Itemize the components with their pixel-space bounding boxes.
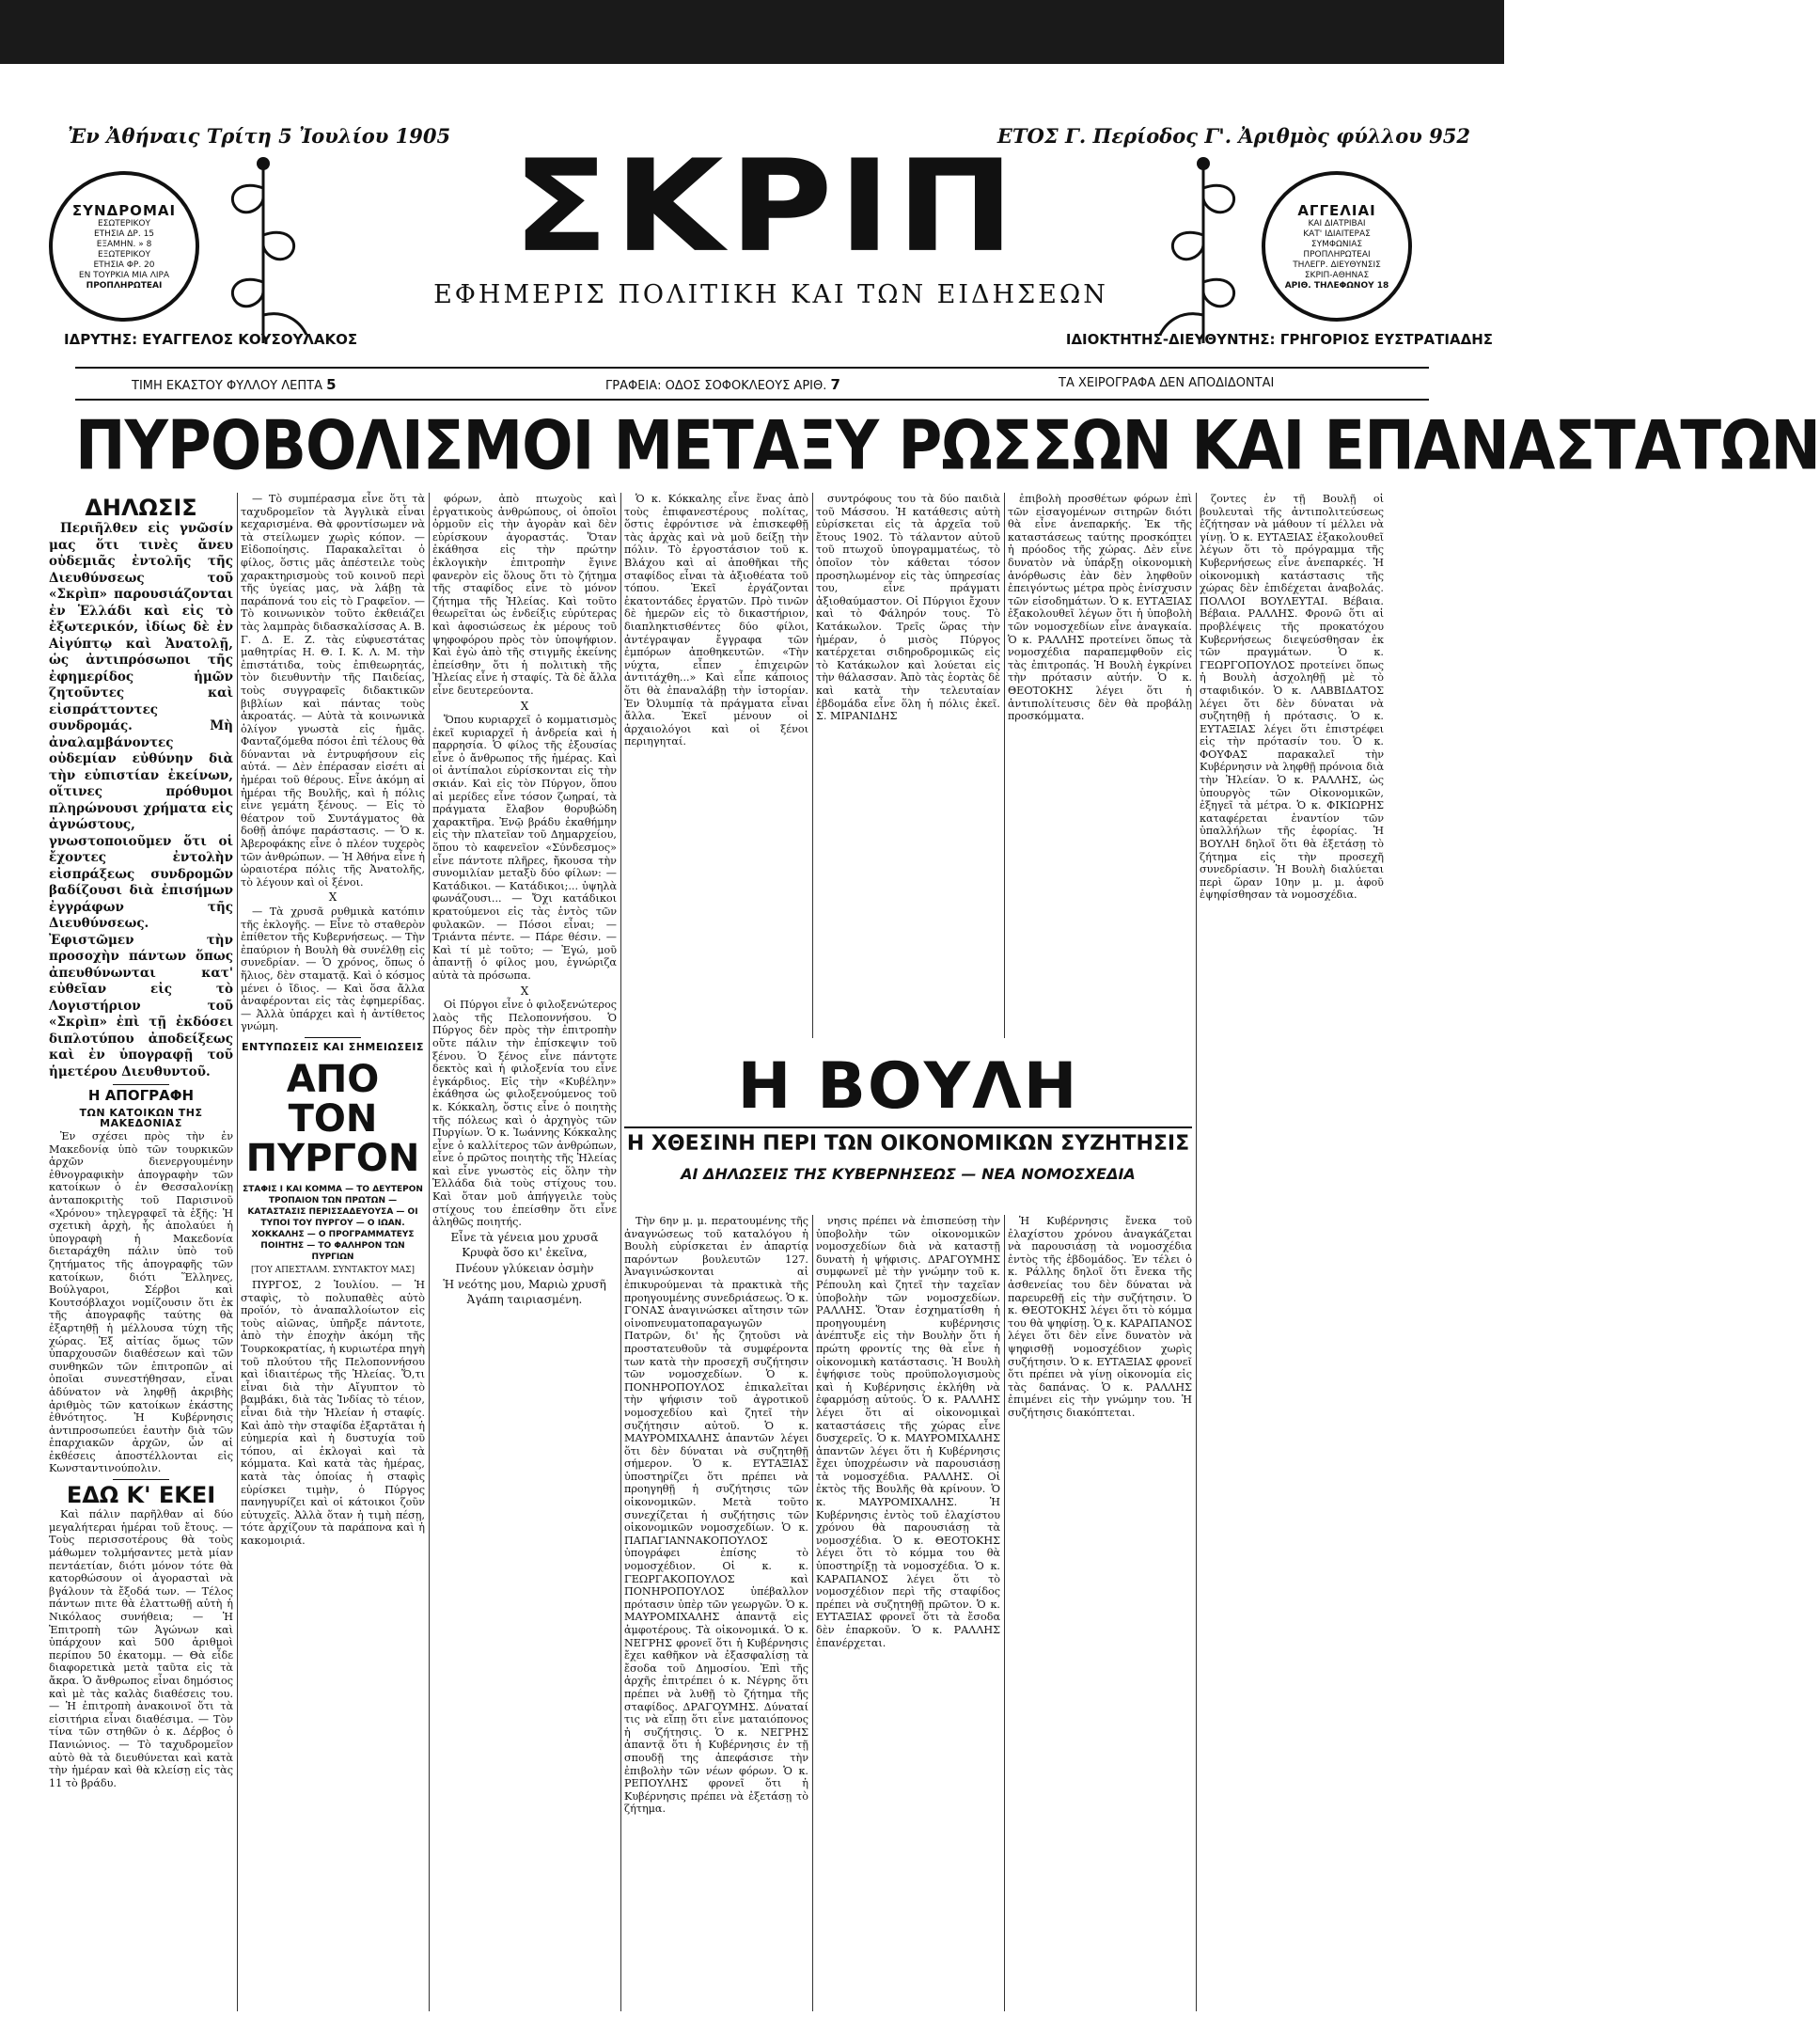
column-divider (429, 493, 430, 2011)
tower-label: ΕΝΤΥΠΩΣΕΙΣ ΚΑΙ ΣΗΜΕΙΩΣΕΙΣ (242, 1040, 424, 1053)
vouli-text-2: νησις πρέπει νὰ ἐπισπεύσῃ τὴν ὑποβολὴν τῶν οἰκονομικῶν νομοσχεδίων διὰ νὰ καταστῇ δυνατὴ ἡ ψήφισις. ΔΡΑΓΟΥΜΗΣ συμφωνεῖ μὲ τὴν γνώμην τοῦ κ. Ρέπουλη καὶ ζητεῖ τὴν ταχεῖαν ὑποβολὴν τῶν νομοσχεδίων. ΡΑΛΛΗΣ. Ὅταν ἐσχηματίσθη ἡ προηγουμένη κυβέρνησις ἀνέπτυξε εἰς τὴν Βουλὴν ὅτι ἡ πρώτη φροντίς της θὰ εἶνε ἡ οἰκονομικὴ κατάστασις. Ἡ Βουλὴ ἐψήφισε τοὺς προϋπολογισμοὺς καὶ ἡ Κυβέρνησις ἐκλήθη νὰ ἐφαρμόσῃ αὐτούς. Ὁ κ. ΡΑΛΛΗΣ λέγει ὅτι αἱ οἰκονομικαὶ καταστάσεις τῆς χώρας εἶνε δυσχερεῖς. Ὁ κ. ΜΑΥΡΟΜΙΧΑΛΗΣ ἀπαντῶν λέγει ὅτι ἡ Κυβέρνησις ἔχει ὑποχρέωσιν νὰ παρουσιάσῃ τὰ νομοσχέδια. ΡΑΛΛΗΣ. Οἱ ἐκτὸς τῆς Βουλῆς θὰ κρίνουν. Ὁ κ. ΜΑΥΡΟΜΙΧΑΛΗΣ. Ἡ Κυβέρνησις ἐντὸς τοῦ ἐλαχίστου χρόνου θὰ παρουσιάσῃ τὰ νομοσχέδια. Ὁ κ. ΘΕΟΤΟΚΗΣ λέγει ὅτι τὸ κόμμα του θὰ ὑποστηρίξῃ τὰ νομοσχέδια. Ὁ κ. ΚΑΡΑΠΑΝΟΣ λέγει ὅτι τὸ νομοσχέδιον περὶ τῆς σταφίδος πρέπει νὰ συζητηθῇ πρῶτον. Ὁ κ. ΕΥΤΑΞΙΑΣ φρονεῖ ὅτι τὰ ἔσοδα δὲν ἐπαρκοῦν. Ὁ κ. ΡΑΛΛΗΣ ἐπανέρχεται. (816, 1215, 1000, 1649)
manuscripts-notice: ΤΑ ΧΕΙΡΟΓΡΑΦΑ ΔΕΝ ΑΠΟΔΙΔΟΝΤΑΙ (1059, 376, 1275, 390)
section-rule (305, 1037, 361, 1038)
census-text: Ἐν σχέσει πρὸς τὴν ἐν Μακεδονίᾳ ὑπὸ τῶν τουρκικῶν ἀρχῶν διενεργουμένην ἐθνογραφικὴν ἀπογραφὴν τῶν κατοίκων ὁ ἐν Θεσσαλονίκῃ ἀνταποκριτὴς τοῦ Παρισινοῦ «Χρόνου» τηλεγραφεῖ τὰ ἑξῆς: Ἡ σχετικὴ ἀρχὴ, ἧς ἀπολαύει ἡ ὑπογραφὴ ἡ Μακεδονία διεταράχθη πάλιν ὑπὸ τοῦ ζητήματος τῆς ἀπογραφῆς τῶν κατοίκων, διότι Ἕλληνες, Βούλγαροι, Σέρβοι καὶ Κουτσόβλαχοι νομίζουσιν ὅτι ἐκ τῆς ἀπογραφῆς ταύτης θὰ ἐξαρτηθῇ ἡ μέλλουσα τύχη τῆς χώρας. Ἐξ αἰτίας ὅμως τῶν ὑπαρχουσῶν διαθέσεων καὶ τῶν συνθηκῶν τῶν ἐπιτροπῶν αἱ ὁποῖαι συνεστήθησαν, εἶναι ἀδύνατον νὰ ληφθῇ ἀκριβὴς ἀριθμὸς τῶν κατοίκων ἑκάστης ἐθνότητος. Ἡ Κυβέρνησις ἀντιπροσωπεύει ἑαυτὴν διὰ τῶν ἐπαρχιακῶν ἀρχῶν, ὧν αἱ ἐκθέσεις ἀποστέλλονται εἰς Κωνσταντινούπολιν. (49, 1130, 233, 1475)
column-divider (1004, 1215, 1005, 2011)
seal-line: ΚΑΤ' ΙΔΙΑΙΤΕΡΑΣ (1303, 228, 1371, 239)
masthead-title: ΣΚΡΙΠ (512, 133, 1020, 281)
column-5-bottom (816, 1215, 1000, 2011)
column-6-top (1008, 493, 1192, 1038)
top-black-band (0, 0, 1504, 64)
edo-kekei-text: Καὶ πάλιν παρῆλθαν αἱ δύο μεγαλήτεραι ἡμέραι τοῦ ἔτους. — Τοὺς περισσοτέρους θὰ τοὺς μάθωμεν τολμήσαντες μετὰ μίαν πεντάετίαν, διότι μόνον τότε θὰ κατορθώσουν οἱ ἀγορασταὶ νὰ βγάλουν τὰ ἔξοδά των. — Τέλος πάντων πιτε θὰ ἐλαττωθῇ αὐτὴ ἡ Νικόλαος συνήθεια; — Ἡ Ἐπιτροπὴ τῶν Ἀγώνων καὶ ὑπάρχουν καὶ 500 ἀριθμοὶ περίπου 50 ἐκατομμ. — Θὰ εἶδε διαφορετικὰ μετὰ ταῦτα εἰς τὰ ἄκρα. Ὁ ἄνθρωπος εἶναι δημόσιος καὶ μὲ τὰς καλὰς διαθέσεις του. — Ἡ ἐπιτροπὴ ἀνακοινοῖ ὅτι τὰ εἰσιτήρια εἶναι διαθέσιμα. — Τὸν τίνα τῶν στηθῶν ὁ κ. Δέρβος ὁ Πανιώνιος. — Τὸ ταχυδρομεῖον αὐτὸ θὰ τὰ διευθύνεται καὶ κατὰ τὴν ἡμέραν καὶ θὰ κλείσῃ εἰς τὰς 11 τὸ βράδυ. (49, 1508, 233, 1789)
census-title: Η ΑΠΟΓΡΑΦΗ (87, 1087, 195, 1105)
ads-seal (1262, 171, 1412, 322)
poem-line: Κρυφὰ ὅσο κι' ἐκεῖνα, (462, 1246, 588, 1260)
column-2-text-b: — Τὰ χρυσᾶ ρυθμικὰ κατόπιν τῆς ἐκλογῆς. — Εἶνε τὸ σταθερὸν ἐπίθετον τῆς Κυβερνήσεως. — Τὴν ἐπαύριον ἡ Βουλὴ θὰ συνέλθῃ εἰς συνεδρίαν. — Ὁ χρόνος, ὅπως ὁ ἥλιος, δὲν σταματᾷ. Καὶ ὁ κόσμος μένει ὁ ἴδιος. — Καὶ ὅσα ἄλλα ἀναφέρονται εἰς τὰς ἐφημερίδας. — Ἀλλὰ ὑπάρχει καὶ ἡ ἀντίθετος γνώμη. (241, 906, 425, 1033)
floral-ornament-icon (1149, 150, 1258, 348)
column-divider (812, 1215, 813, 2011)
separator-x: X (520, 699, 529, 713)
seal-line: ΕΞΑΜΗΝ. » 8 (96, 239, 152, 249)
office-info (605, 376, 840, 393)
declaration-text: Περιῆλθεν εἰς γνῶσίν μας ὅτι τινὲς ἄνευ οὐδεμιᾶς ἐντολῆς τῆς Διευθύνσεως τοῦ «Σκρὶπ» παρουσιάζονται ἐν Ἑλλάδι καὶ εἰς τὸ ἐξωτερικόν, ἰδίως δὲ ἐν Αἰγύπτῳ καὶ Ἀνατολῇ, ὡς ἀντιπρόσωποι τῆς ἐφημερίδος ἡμῶν ζητοῦντες καὶ εἰσπράττοντες συνδρομάς. Μὴ ἀναλαμβάνοντες οὐδεμίαν εὐθύνην διὰ τὴν εὐπιστίαν ἐκείνων, οἵτινες πρόθυμοι πληρώνουσι χρήματα εἰς ἀγνώστους, γνωστοποιοῦμεν ὅτι οἱ ἔχοντες ἐντολὴν εἰσπράξεως συνδρομῶν βαδίζουσι διὰ ἐπισήμων ἐγγράφων τῆς Διευθύνσεως. Ἐφιστῶμεν τὴν προσοχὴν πάντων ὅπως ἀπευθύνωνται κατ' εὐθεῖαν εἰς τὸ Λογιστήριον τοῦ «Σκρὶπ» ἐπὶ τῇ ἐκδόσει διπλοτύπου ἀποδείξεως καὶ ἐν ὑπογραφῇ τοῦ ἡμετέρου Διευθυντοῦ. (49, 521, 233, 1079)
seal-line: ΕΞΩΤΕΡΙΚΟΥ (98, 249, 150, 260)
office-number: 7 (830, 376, 840, 393)
column-5-text-a: συντρόφους του τὰ δύο παιδιὰ τοῦ Μάσσου. Ἡ κατάθεσις αὐτὴ εὑρίσκεται εἰς τὰ ἀρχεῖα τοῦ ἔτους 1902. Τὸ τάλαντον αὐτοῦ τοῦ πτωχοῦ ὑπογραμματέως, τὸ ὁποῖον τὸν κάθεται τόσον προσηλωμένον εἰς τὰς ὑπηρεσίας του, εἶνε πράγματι ἀξιοθαύμαστον. Οἱ Πύργιοι ἔχουν καὶ τὸ Φάληρόν τους. Τὸ Κατάκωλον. Τρεῖς ὥρας τὴν ἡμέραν, ὁ μισὸς Πύργος κατέρχεται σιδηροδρομικῶς εἰς τὸ Κατάκωλον καὶ λούεται εἰς τὴν θάλασσαν. Ἀπὸ τὰς ἑορτὰς δὲ καὶ κατὰ τὴν τελευταίαν ἑβδομάδα εἶνε ὅλη ἡ πόλις ἐκεῖ. Σ. ΜΙΡΑΝΙΔΗΣ (816, 493, 1000, 723)
vouli-text-3: Ἡ Κυβέρνησις ἔνεκα τοῦ ἐλαχίστου χρόνου ἀναγκάζεται νὰ παρουσιάσῃ τὰ νομοσχέδια ἐντὸς τῆς ἑβδομάδος. Ἐν τέλει ὁ κ. Ράλλης δηλοῖ ὅτι ἔνεκα τῆς ἀσθενείας του δὲν δύναται νὰ παρευρεθῇ εἰς τὴν συζήτησιν. Ὁ κ. ΘΕΟΤΟΚΗΣ λέγει ὅτι τὸ κόμμα του θὰ ψηφίσῃ. Ὁ κ. ΚΑΡΑΠΑΝΟΣ λέγει ὅτι δὲν εἶνε δυνατὸν νὰ ψηφισθῇ νομοσχέδιον χωρὶς συζήτησιν. Ὁ κ. ΕΥΤΑΞΙΑΣ φρονεῖ ὅτι πρέπει νὰ γίνῃ οἰκονομία εἰς τὰς δαπάνας. Ὁ κ. ΡΑΛΛΗΣ ἐπιμένει εἰς τὴν γνώμην του. Ἡ συζήτησις διακόπτεται. (1008, 1215, 1192, 1419)
seal-line: ΕΝ ΤΟΥΡΚΙΑ ΜΙΑ ΛΙΡΑ (78, 270, 170, 280)
seal-footer: ΑΡΙΘ. ΤΗΛΕΦΩΝΟΥ 18 (1284, 280, 1389, 291)
vouli-title: Η ΒΟΥΛΗ (737, 1049, 1079, 1124)
edo-kekei-title: ΕΔΩ Κ' ΕΚΕΙ (66, 1482, 216, 1509)
tower-title: ΑΠΟ ΤΟΝ ΠΥΡΓΟΝ (245, 1058, 420, 1181)
column-2-text-a: — Τὸ συμπέρασμα εἶνε ὅτι τὰ ταχυδρομεῖον τὰ Ἀγγλικὰ εἶναι κεχαρισμένα. Θὰ φροντίσωμεν νὰ τὰ στείλωμεν χωρὶς κόπον. — Εἰδοποίησις. Παρακαλεῖται ὁ φίλος, ὅστις μᾶς ἀπέστειλε τοὺς χαρακτηρισμοὺς τοῦ κοινοῦ περὶ τῆς ὑγείας μας, νὰ λάβῃ τὰ παράπονά του εἰς τὸ Γραφεῖον. — Τὸ κοινωνικὸν τοῦτο ἐκθειάζει τὰς λαμπρὰς διδασκαλίσσας Α. Β. Γ. Δ. Ε. Ζ. τὰς εὐφυεστάτας μαθητρίας Η. Θ. Ι. Κ. Λ. Μ. τὴν ἐπιστάτιδα, τοὺς ἐπιθεωρητάς, τὸν διευθυντὴν τῆς Παιδείας, τοὺς συγγραφεῖς διδακτικῶν βιβλίων καὶ πάντας τοὺς ἀκροατάς. — Αὐτὰ τὰ κοινωνικὰ ὁλίγον γνωστὰ εἰς ἡμᾶς. Φανταζόμεθα πόσοι ἐπὶ τέλους θὰ δύνανται νὰ ἐντρυφήσουν εἰς αὐτά. — Δὲν ἐπέρασαν εἰσέτι αἱ ἡμέραι τοῦ θέρους. Εἶνε ἀκόμη αἱ ἡμέραι τῆς Βουλῆς, καὶ ἡ πόλις εἶνε γεμάτη ξένους. — Εἰς τὸ θέατρον τοῦ Συντάγματος θὰ δοθῇ ἀπόψε παράστασις. — Ὁ κ. Ἀβεροφάκης εἶνε ὁ πλέον τυχερὸς τῶν ἀνθρώπων. — Ἡ Ἀθήνα εἶνε ἡ ὡραιοτέρα πόλις τῆς Ἀνατολῆς, τὸ λέγουν καὶ οἱ ξένοι. (241, 493, 425, 889)
founder-line: ΙΔΡΥΤΗΣ: ΕΥΑΓΓΕΛΟΣ ΚΟΥΣΟΥΛΑΚΟΣ (64, 331, 358, 348)
tower-text: ΠΥΡΓΟΣ, 2 Ἰουλίου. — Ἡ σταφὶς, τὸ πολυπαθὲς αὐτὸ προϊόν, τὸ ἀναπαλλοίωτον εἰς τοὺς αἰῶνας, ὑπῆρξε πάντοτε, ἀπὸ τὴν ἐποχὴν ἀκόμη τῆς Τουρκοκρατίας, ἡ κυριωτέρα πηγὴ τοῦ πλούτου τῆς Πελοποννήσου καὶ ἰδιαιτέρως τῆς Ἠλείας. Ὅ,τι εἶναι διὰ τὴν Αἴγυπτον τὸ βαμβάκι, διὰ τὰς Ἰνδίας τὸ τέιον, εἶναι διὰ τὴν Ἠλείαν ἡ σταφίς. Καὶ ἀπὸ τὴν σταφίδα ἐξαρτᾶται ἡ εὐημερία καὶ ἡ δυστυχία τοῦ τόπου, αἱ ἐκλογαὶ καὶ τὰ κόμματα. Καὶ κατὰ τὰς ἡμέρας, κατὰ τὰς ὁποίας ἡ σταφὶς εὐρίσκει τιμὴν, ὁ Πύργος πανηγυρίζει καὶ οἱ κάτοικοι ζοῦν εὐτυχεῖς. Ἀλλὰ ὅταν ἡ τιμὴ πέσῃ, τότε ἀρχίζουν τὰ παράπονα καὶ ἡ κακομοιριά. (241, 1279, 425, 1547)
column-2 (241, 493, 425, 2011)
subscriptions-seal (49, 171, 199, 322)
seal-line: ΚΑΙ ΔΙΑΤΡΙΒΑΙ (1308, 218, 1366, 228)
column-1 (49, 493, 233, 2011)
column-divider (1004, 493, 1005, 1038)
date-line: Ἐν Ἀθήναις Τρίτη 5 Ἰουλίου 1905 (68, 124, 451, 148)
column-5-top (816, 493, 1000, 1038)
main-headline: ΠΥΡΟΒΟΛΙΣΜΟΙ ΜΕΤΑΞΥ ΡΩΣΣΩΝ ΚΑΙ ΕΠΑΝΑΣΤΑΤΩΝ (75, 407, 1820, 486)
seal-line: ΠΡΟΠΛΗΡΩΤΕΑΙ (1303, 249, 1371, 260)
seal-line: ΤΗΛΕΓΡ. ΔΙΕΥΘΥΝΣΙΣ (1293, 260, 1381, 270)
seal-line: ΕΤΗΣΙΑ ΔΡ. 15 (93, 228, 155, 239)
column-6-bottom (1008, 1215, 1192, 2011)
price-label: ΤΙΜΗ ΕΚΑΣΤΟΥ ΦΥΛΛΟΥ ΛΕΠΤΑ (132, 379, 322, 393)
seal-footer: ΠΡΟΠΛΗΡΩΤΕΑΙ (86, 280, 163, 291)
section-rule (113, 1084, 169, 1085)
column-4-text-a: Ὁ κ. Κόκκαλης εἶνε ἕνας ἀπὸ τοὺς ἐπιφανεστέρους πολίτας, ὅστις ἐφρόντισε νὰ ἐπισκεφθῇ τὰς ἀρχὰς καὶ νὰ μοῦ δείξῃ τὴν πόλιν. Τὸ ἐργοστάσιον τοῦ κ. Βλάχου καὶ αἱ ἀποθῆκαι τῆς σταφίδος εἶναι τὰ ἀξιοθέατα τοῦ τόπου. Ἐκεῖ ἐργάζονται ἑκατοντάδες ἐργατῶν. Πρὸ τινῶν δὲ ἡμερῶν εἰς τὸ δικαστήριον, διαπληκτισθέντες δύο φίλοι, ἀντέγραψαν ἔγγραφα τῶν ἐμπόρων ἀποθηκευτῶν. «Τὴν νύχτα, εἶπεν ἐπιχειρῶν ἀντιτάχθη...» Καὶ εἶπε κάποιος ὅτι θὰ ἐπαναλάβῃ τὴν ἱστορίαν. Ἐν Ὀλυμπίᾳ τὰ πράγματα εἶναι ἄλλα. Ἐκεῖ μένουν οἱ ἀρχαιολόγοι καὶ οἱ ξένοι περιηγηταί. (624, 493, 808, 748)
column-3-text-b: Ὅπου κυριαρχεῖ ὁ κομματισμὸς ἐκεῖ κυριαρχεῖ ἡ ἀνδρεία καὶ ἡ παρρησία. Ὁ φίλος τῆς ἐξουσίας εἶνε ὁ ἄνθρωπος τῆς ἡμέρας. Καὶ οἱ ἀντίπαλοι εὑρίσκονται εἰς τὴν σκιάν. Καὶ εἰς τὸν Πύργον, ὅπου αἱ μερίδες εἶνε τόσον ζωηραί, τὰ πράγματα ἔλαβον θορυβώδη χαρακτῆρα. Ἐνῷ βράδυ ἐκαθήμην εἰς τὴν πλατεῖαν τοῦ Δημαρχείου, ὅπου τὸ καφενεῖον «Σύνδεσμος» εἶνε πάντοτε πλῆρες, ἤκουσα τὴν συνομιλίαν μεταξὺ δύο φίλων: — Κατάδικοι. — Κατάδικοι;... ὑψηλὰ φωνάζουσι... — Ὄχι κατάδικοι κρατούμενοι εἰς τὰς ἐντὸς τῶν φυλακῶν. — Πόσοι εἶναι; — Τριάντα πέντε. — Πάρε θέσιν. — Καὶ τί μὲ τοῦτο; — Ἐγώ, μοῦ ἀπαντῇ ὁ φίλος μου, ἐγνώριζα αὐτὰ τὰ πρόσωπα. (432, 714, 617, 982)
seal-line: ΣΚΡΙΠ-ΑΘΗΝΑΣ (1304, 270, 1370, 280)
column-7 (1200, 493, 1384, 2011)
column-3 (432, 493, 617, 2011)
tower-deck: ΣΤΑΦΙΣ Ι ΚΑΙ ΚΟΜΜΑ — ΤΟ ΔΕΥΤΕΡΟΝ ΤΡΟΠΑΙΟΝ ΤΩΝ ΠΡΩΤΩΝ — ΚΑΤΑΣΤΑΣΙΣ ΠΕΡΙΣΣΑΔΕΥΟΥΣΑ — ΟΙ ΤΥΠΟΙ ΤΟΥ ΠΥΡΓΟΥ — Ο ΙΩΑΝ. ΧΟΚΚΑΛΗΣ — Ο ΠΡΟΓΡΑΜΜΑΤΕΥΣ ΠΟΙΗΤΗΣ — ΤΟ ΦΑΛΗΡΟΝ ΤΩΝ ΠΥΡΓΙΩΝ (243, 1185, 423, 1263)
column-3-text-a: φόρων, ἀπὸ πτωχοὺς καὶ ἐργατικοὺς ἀνθρώπους, οἱ ὁποῖοι ὁρμοῦν εἰς τὴν ἀγορὰν καὶ δὲν εὑρίσκουν ἀγοραστάς. Ὅταν ἐκάθησα εἰς τὴν πρώτην ἐκλογικὴν ἐπιτροπὴν ἔγινε φανερὸν εἰς ὅλους ὅτι τὸ ζήτημα τῆς σταφίδος εἶνε τὸ μόνον ζήτημα τῆς Ἠλείας. Καὶ τοῦτο θεωρεῖται ὡς ἐνδείξις εὐρύτερας καὶ ἀφοσιώσεως ἐκ μέρους τοῦ ψηφοφόρου πρὸς τὸν ὑποψήφιον. Καὶ ἐγὼ ἀπὸ τῆς στιγμῆς ἐκείνης ἐπείσθην ὅτι ἡ πολιτικὴ τῆς Ἠλείας εἶνε ἡ σταφίς. Τὰ δὲ ἄλλα εἶνε δευτερεύοντα. (432, 493, 617, 697)
tower-byline: [ΤΟΥ ΑΠΕΣΤΑΛΜ. ΣΥΝΤΑΚΤΟΥ ΜΑΣ] (250, 1266, 416, 1276)
issue-line: ΕΤΟΣ Γ. Περίοδος Γ'. Ἀριθμὸς φύλλου 952 (996, 124, 1470, 148)
seal-title: ΑΓΓΕΛΙΑΙ (1297, 201, 1376, 219)
column-divider (812, 493, 813, 1038)
seal-line: ΕΣΩΤΕΡΙΚΟΥ (98, 218, 150, 228)
masthead-subtitle: ΕΦΗΜΕΡΙΣ ΠΟΛΙΤΙΚΗ ΚΑΙ ΤΩΝ ΕΙΔΗΣΕΩΝ (433, 280, 1108, 309)
info-rule (75, 399, 1429, 401)
poem-line: Εἶνε τὰ γένεια μου χρυσᾶ (450, 1230, 599, 1244)
section-rule (113, 1479, 169, 1480)
price-value: 5 (326, 376, 337, 393)
column-divider (1196, 493, 1197, 2011)
column-3-text-c: Οἱ Πύργοι εἶνε ὁ φιλοξενώτερος λαὸς τῆς Πελοποννήσου. Ὁ Πύργος δὲν πρὸς τὴν ἐπιτροπὴν οὔτε πάλιν τὴν ἐπίσκεψιν τοῦ ξένου. Ὁ ξένος εἶνε πάντοτε δεκτὸς καὶ ἡ φιλοξενία του εἶνε ἐγκάρδιος. Εἰς τὴν «Κυβέλην» ἐκάθησα ὡς φιλοξενούμενος τοῦ κ. Κόκκαλη, ὅστις εἶνε ὁ ποιητὴς τῆς πόλεως καὶ ὁ ἀρχηγὸς τῶν Πυργίων. Ὁ κ. Ἰωάννης Κόκκαλης εἶνε ὁ καλλίτερος τῶν ἀνθρώπων, εἶνε ὁ πρῶτος ποιητὴς τῆς Ἠλείας καὶ εἶνε γνωστὸς εἰς ὅλην τὴν Ἑλλάδα διὰ τοὺς στίχους του. Καὶ ὅταν μοῦ ἀπήγγειλε τοὺς στίχους του ἐπείσθην ὅτι εἶνε ἀληθῶς ποιητής. (432, 999, 617, 1229)
vouli-subtitle: Η ΧΘΕΣΙΝΗ ΠΕΡΙ ΤΩΝ ΟΙΚΟΝΟΜΙΚΩΝ ΣΥΖΗΤΗΣΙΣ (624, 1126, 1192, 1160)
column-7-text: ζοντες ἐν τῇ Βουλῇ οἱ βουλευταὶ τῆς ἀντιπολιτεύσεως ἐζήτησαν νὰ μάθουν τί μέλλει νὰ γίνῃ. Ὁ κ. ΕΥΤΑΞΙΑΣ ἐξακολουθεῖ λέγων ὅτι τὸ πρόγραμμα τῆς Κυβερνήσεως εἶνε ἀνεπαρκές. Ἡ οἰκονομικὴ κατάστασις τῆς χώρας δὲν ἐπιδέχεται ἀναβολάς. ΠΟΛΛΟΙ ΒΟΥΛΕΥΤΑΙ. Βέβαια. Βέβαια. ΡΑΛΛΗΣ. Φρονῶ ὅτι αἱ προβλέψεις τῆς προκατόχου Κυβερνήσεως διεψεύσθησαν ἐκ τῶν πραγμάτων. Ὁ κ. ΓΕΩΡΓΟΠΟΥΛΟΣ προτείνει ὅπως ἡ Βουλὴ ἀσχοληθῇ μὲ τὸ σταφιδικόν. Ὁ κ. ΛΑΒΒΙΔΑΤΟΣ λέγει ὅτι δὲν δύναται νὰ συζητηθῇ ἡ πρότασις. Ὁ κ. ΕΥΤΑΞΙΑΣ λέγει ὅτι ἐπιστρέφει εἰς τὴν πρότασίν του. Ὁ κ. ΦΟΥΦΑΣ παρακαλεῖ τὴν Κυβέρνησιν νὰ ληφθῇ πρόνοια διὰ τὴν Ἠλείαν. Ὁ κ. ΡΑΛΛΗΣ, ὡς ὑπουργὸς τῶν Οἰκονομικῶν, ἐξηγεῖ τὰ μέτρα. Ὁ κ. ΦΙΚΙΩΡΗΣ καταφέρεται ἐναντίον τῶν ὑπαλλήλων τῆς ἐφορίας. Ἡ ΒΟΥΛΗ δηλοῖ ὅτι θὰ ἐξετάσῃ τὸ ζήτημα εἰς τὴν προσεχῆ συνεδρίασιν. Ἡ Βουλὴ διαλύεται περὶ ὥραν 10ην μ. μ. ἀφοῦ ἐψηφίσθησαν τὰ νομοσχέδια. (1200, 493, 1384, 902)
office-label: ΓΡΑΦΕΙΑ: ΟΔΟΣ ΣΟΦΟΚΛΕΟΥΣ ΑΡΙΘ. (605, 379, 827, 393)
owner-line: ΙΔΙΟΚΤΗΤΗΣ-ΔΙΕΥΘΥΝΤΗΣ: ΓΡΗΓΟΡΙΟΣ ΕΥΣΤΡΑΤΙΑΔΗΣ (1065, 331, 1493, 348)
column-4-top (624, 493, 808, 1038)
column-divider (237, 493, 238, 2011)
column-divider (620, 493, 621, 2011)
seal-line: ΕΤΗΣΙΑ ΦΡ. 20 (93, 260, 155, 270)
column-6-text-a: ἐπιβολὴ προσθέτων φόρων ἐπὶ τῶν εἰσαγομένων σιτηρῶν διότι θὰ εἶνε ἀνεπαρκής. Ἐκ τῆς καταστάσεως ταύτης προσκόπτει ἡ πρόοδος τῆς χώρας. Δὲν εἶνε δυνατὸν νὰ ὑπάρξῃ οἰκονομικὴ ἀνόρθωσις ἐὰν δὲν ληφθοῦν ἐπειγόντως μέτρα πρὸς ἐνίσχυσιν τῶν εἰσοδημάτων. Ὁ κ. ΕΥΤΑΞΙΑΣ ἐξακολουθεῖ λέγων ὅτι ἡ ὑποβολὴ τῶν νομοσχεδίων εἶνε ἀναγκαία. Ὁ κ. ΡΑΛΛΗΣ προτείνει ὅπως τὰ νομοσχέδια παραπεμφθοῦν εἰς τὰς ἐπιτροπάς. Ἡ Βουλὴ ἐγκρίνει τὴν πρότασιν αὐτήν. Ὁ κ. ΘΕΟΤΟΚΗΣ λέγει ὅτι ἡ ἀντιπολίτευσις δὲν θὰ προβάλῃ προσκόμματα. (1008, 493, 1192, 723)
census-subtitle: ΤΩΝ ΚΑΤΟΙΚΩΝ ΤΗΣ ΜΑΚΕΔΟΝΙΑΣ (79, 1106, 203, 1130)
header-rule (75, 367, 1429, 369)
price-info (132, 376, 337, 393)
vouli-banner (624, 1048, 1192, 1207)
poem-line: Ἡ νεότης μου, Μαριὼ χρυσῆ (443, 1277, 606, 1291)
seal-title: ΣΥΝΔΡΟΜΑΙ (71, 201, 177, 219)
floral-ornament-icon (209, 150, 318, 348)
separator-x: X (520, 984, 529, 998)
column-4-bottom (624, 1215, 808, 2011)
vouli-text-1: Τὴν 6ην μ. μ. περατουμένης τῆς ἀναγνώσεως τοῦ καταλόγου ἡ Βουλὴ εὑρίσκεται ἐν ἀπαρτίᾳ παρόντων βουλευτῶν 127. Ἀναγινώσκονται αἱ ἐπικυρούμεναι τὰ πρακτικὰ τῆς προηγουμένης συνεδριάσεως. Ὁ κ. ΓΟΝΑΣ ἀναγινώσκει αἴτησιν τῶν οἰνοπνευματοπαραγωγῶν Πατρῶν, δι' ἧς ζητοῦσι νὰ προστατευθοῦν τὰ συμφέροντα των κατὰ τὴν προσεχῆ συζήτησιν τῶν νομοσχεδίων. Ὁ κ. ΠΟΝΗΡΟΠΟΥΛΟΣ ἐπικαλεῖται τὴν ψήφισιν τοῦ ἀγροτικοῦ νομοσχεδίου καὶ ζητεῖ τὴν συζήτησιν αὐτοῦ. Ὁ κ. ΜΑΥΡΟΜΙΧΑΛΗΣ ἀπαντῶν λέγει ὅτι δὲν δύναται νὰ συζητηθῇ σήμερον. Ὁ κ. ΕΥΤΑΞΙΑΣ ὑποστηρίζει ὅτι πρέπει νὰ προηγηθῇ ἡ συζήτησις τῶν οἰκονομικῶν. Μετὰ τοῦτο συνεχίζεται ἡ συζήτησις τῶν οἰκονομικῶν νομοσχεδίων. Ὁ κ. ΠΑΠΑΓΙΑΝΝΑΚΟΠΟΥΛΟΣ ὑπογράφει ἐπίσης τὸ νομοσχέδιον. Οἱ κ. κ. ΓΕΩΡΓΑΚΟΠΟΥΛΟΣ καὶ ΠΟΝΗΡΟΠΟΥΛΟΣ ὑπέβαλλον πρότασιν ὑπὲρ τῶν γεωργῶν. Ὁ κ. ΜΑΥΡΟΜΙΧΑΛΗΣ ἀπαντᾷ εἰς ἀμφοτέρους. Τὰ οἰκονομικά. Ὁ κ. ΝΕΓΡΗΣ φρονεῖ ὅτι ἡ Κυβέρνησις ἔχει καθῆκον νὰ ἐξασφαλίσῃ τὰ ἔσοδα τοῦ Δημοσίου. Ἐπὶ τῆς ἀρχῆς ἐπιτρέπει ὁ κ. Νέγρης ὅτι πρέπει νὰ λυθῇ τὸ ζήτημα τῆς σταφίδος. ΔΡΑΓΟΥΜΗΣ. Δύναταί τις νὰ εἴπῃ ὅτι εἶνε ματαιόπονος ἡ συζήτησις. Ὁ κ. ΝΕΓΡΗΣ ἀπαντᾷ ὅτι ἡ Κυβέρνησις ἐν τῇ σπουδῇ της ἀπεφάσισε τὴν ἐπιβολὴν τῶν νέων φόρων. Ὁ κ. ΡΕΠΟΥΛΗΣ φρονεῖ ὅτι ἡ Κυβέρνησις πρέπει νὰ ἐξετάσῃ τὸ ζήτημα. (624, 1215, 808, 1816)
declaration-title: ΔΗΛΩΣΙΣ (85, 495, 197, 521)
separator-x: X (328, 890, 337, 905)
vouli-deck: ΑΙ ΔΗΛΩΣΕΙΣ ΤΗΣ ΚΥΒΕΡΝΗΣΕΩΣ — ΝΕΑ ΝΟΜΟΣΧΕΔΙΑ (681, 1165, 1136, 1183)
poem-line: Ἀγάπη ταιριασμένη. (466, 1293, 583, 1307)
poem-line: Πνέουν γλύκειαν ὀσμὴν (455, 1262, 594, 1276)
seal-line: ΣΥΜΦΩΝΙΑΣ (1310, 239, 1363, 249)
